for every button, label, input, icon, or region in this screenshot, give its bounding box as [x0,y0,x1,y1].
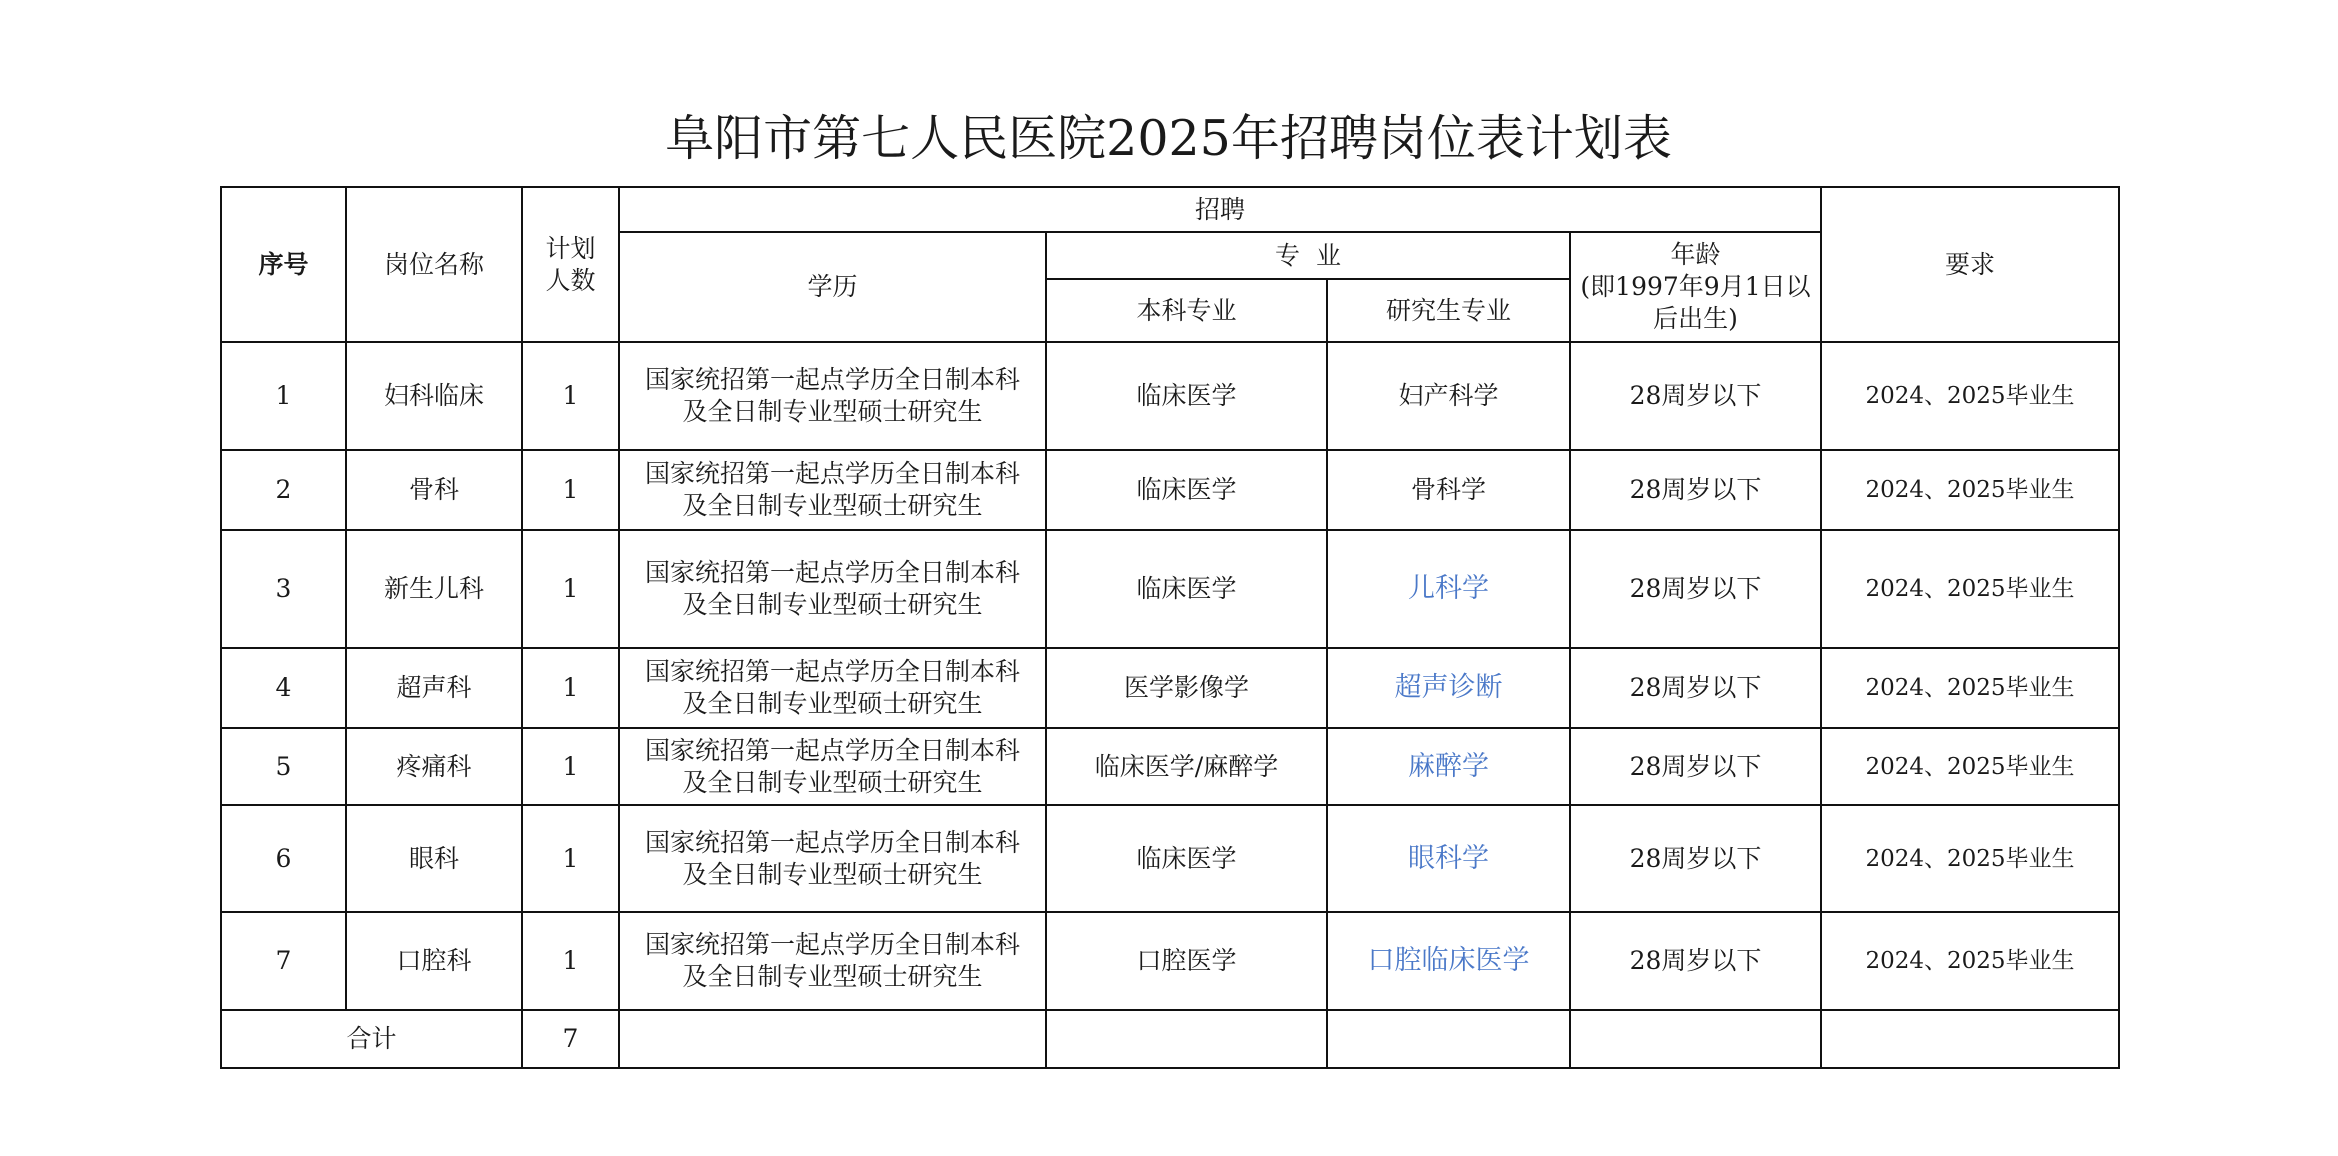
header-requirement: 要求 [1821,187,2119,342]
header-position: 岗位名称 [346,187,522,342]
row-education-line2: 及全日制专业型硕士研究生 [682,491,983,520]
total-row [221,1010,2119,1068]
row-count: 1 [522,912,619,1010]
row-seq: 1 [221,342,346,450]
row-seq: 6 [221,805,346,912]
table-row [221,530,2119,648]
row-education-line1: 国家统招第一起点学历全日制本科 [644,735,1020,765]
row-undergrad-major: 临床医学 [1046,530,1327,648]
row-education-line2: 及全日制专业型硕士研究生 [682,962,983,991]
row-age: 28周岁以下 [1570,342,1821,450]
row-education-line1: 国家统招第一起点学历全日制本科 [644,657,1020,686]
row-age: 28周岁以下 [1570,648,1821,728]
table-row [221,912,2119,1010]
row-count: 1 [522,728,619,805]
total-empty-cell [1570,1010,1821,1068]
row-grad-major: 儿科学 [1327,530,1570,648]
row-count: 1 [522,648,619,728]
row-education-line2: 及全日制专业型硕士研究生 [682,689,983,718]
table-row [221,342,2119,450]
header-plan-count [522,187,619,342]
row-education-line1: 国家统招第一起点学历全日制本科 [644,827,1020,857]
header-education: 学历 [619,232,1046,342]
row-seq: 4 [221,648,346,728]
row-requirement: 2024、2025毕业生 [1821,530,2119,648]
row-education-line2: 及全日制专业型硕士研究生 [682,590,983,619]
row-position: 新生儿科 [346,530,522,648]
table-row [221,648,2119,728]
row-education-line2: 及全日制专业型硕士研究生 [682,397,983,426]
row-education-line1: 国家统招第一起点学历全日制本科 [644,365,1020,394]
total-label: 合计 [221,1010,522,1068]
row-grad-major: 口腔临床医学 [1327,912,1570,1010]
header-age-line2: (即1997年9月1日以 [1580,272,1811,301]
row-requirement: 2024、2025毕业生 [1821,912,2119,1010]
row-education-line2: 及全日制专业型硕士研究生 [682,859,983,889]
table-row [221,728,2119,805]
row-grad-major: 妇产科学 [1327,342,1570,450]
row-age: 28周岁以下 [1570,450,1821,530]
row-seq: 7 [221,912,346,1010]
total-empty-cell [1821,1010,2119,1068]
row-position: 眼科 [346,805,522,912]
header-age [1570,232,1821,342]
row-requirement: 2024、2025毕业生 [1821,450,2119,530]
header-seq: 序号 [221,187,346,342]
total-empty-cell [619,1010,1046,1068]
row-education [619,912,1046,1010]
row-age: 28周岁以下 [1570,912,1821,1010]
row-position: 妇科临床 [346,342,522,450]
row-seq: 5 [221,728,346,805]
row-age: 28周岁以下 [1570,728,1821,805]
row-education-line1: 国家统招第一起点学历全日制本科 [644,459,1020,488]
row-undergrad-major: 医学影像学 [1046,648,1327,728]
header-major: 专 业 [1046,232,1570,279]
row-undergrad-major: 临床医学 [1046,342,1327,450]
row-education-line2: 及全日制专业型硕士研究生 [682,767,983,797]
row-position: 口腔科 [346,912,522,1010]
row-position: 骨科 [346,450,522,530]
row-education [619,648,1046,728]
row-requirement: 2024、2025毕业生 [1821,805,2119,912]
row-requirement: 2024、2025毕业生 [1821,728,2119,805]
header-plan-count-line2: 人数 [545,265,596,295]
row-education-line1: 国家统招第一起点学历全日制本科 [644,930,1020,959]
row-grad-major: 眼科学 [1327,805,1570,912]
row-count: 1 [522,342,619,450]
row-position: 超声科 [346,648,522,728]
row-seq: 2 [221,450,346,530]
row-count: 1 [522,450,619,530]
page-title: 阜阳市第七人民医院2025年招聘岗位表计划表 [665,110,1672,167]
header-age-line1: 年龄 [1670,240,1721,269]
header-undergrad-major: 本科专业 [1046,279,1327,342]
total-empty-cell [1046,1010,1327,1068]
row-count: 1 [522,805,619,912]
row-count: 1 [522,530,619,648]
table-row [221,805,2119,912]
header-plan-count-line1: 计划 [545,233,596,263]
row-education [619,805,1046,912]
header-age-line3: 后出生) [1653,304,1738,333]
total-empty-cell [1327,1010,1570,1068]
row-undergrad-major: 临床医学/麻醉学 [1046,728,1327,805]
row-undergrad-major: 临床医学 [1046,450,1327,530]
row-education [619,728,1046,805]
row-education [619,530,1046,648]
recruitment-table [220,186,2120,1069]
row-education [619,450,1046,530]
row-grad-major: 超声诊断 [1327,648,1570,728]
row-requirement: 2024、2025毕业生 [1821,342,2119,450]
header-recruit: 招聘 [619,187,1821,232]
row-seq: 3 [221,530,346,648]
row-position: 疼痛科 [346,728,522,805]
row-undergrad-major: 口腔医学 [1046,912,1327,1010]
row-grad-major: 麻醉学 [1327,728,1570,805]
row-requirement: 2024、2025毕业生 [1821,648,2119,728]
row-education-line1: 国家统招第一起点学历全日制本科 [644,558,1020,587]
row-age: 28周岁以下 [1570,805,1821,912]
row-grad-major: 骨科学 [1327,450,1570,530]
table-row [221,450,2119,530]
total-count: 7 [522,1010,619,1068]
row-education [619,342,1046,450]
row-undergrad-major: 临床医学 [1046,805,1327,912]
header-grad-major: 研究生专业 [1327,279,1570,342]
row-age: 28周岁以下 [1570,530,1821,648]
